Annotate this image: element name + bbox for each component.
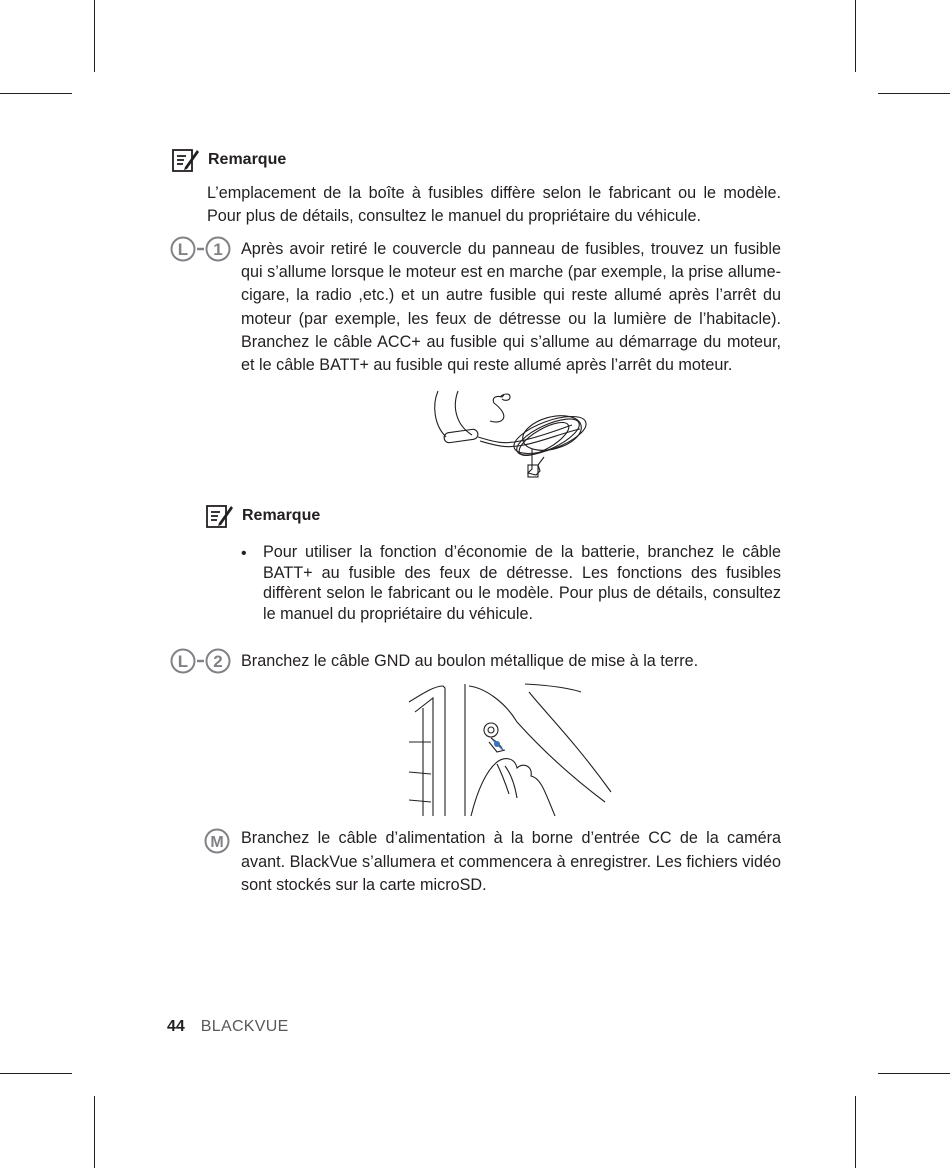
step-letter: L [177, 652, 189, 671]
page-footer [167, 1018, 289, 1036]
step-text: Branchez le câble d’alimentation à la borne d’entrée CC de la caméra avant. BlackVue s’allumera et commencera à enregistrer. Les fichiers vidéo sont stockés sur la carte microSD. [241, 829, 781, 895]
crop-mark [878, 1073, 950, 1074]
bullet-icon: • [241, 545, 247, 562]
note-text: L’emplacement de la boîte à fusibles diffère selon le fabricant ou le modèle. Pour plus de détails, consultez le manuel du propriétaire du véhicule. [207, 184, 781, 226]
note-pencil-icon [172, 147, 200, 173]
step-badge-l2 [170, 648, 232, 674]
ground-bolt-illustration [405, 682, 615, 817]
step-text: Après avoir retiré le couvercle du panneau de fusibles, trouvez un fusible qui s’allume lorsque le moteur est en marche (par exemple, la prise allume-cigare, la radio ,etc.) et un autre fusible qui reste allumé après l’arrêt du moteur (par exemple, les feux de détresse ou la lumière de l’habitacle). Branchez le câble ACC+ au fusible qui s’allume au démarrage du moteur, et le câble BATT+ au fusible qui reste allumé après l’arrêt du moteur. [241, 240, 781, 375]
step-number: 1 [213, 240, 223, 259]
step-badge-graphic [170, 648, 232, 674]
note-pencil-icon [206, 503, 234, 529]
note-title: Remarque [242, 507, 321, 524]
note-heading [172, 147, 286, 173]
crop-mark [855, 0, 856, 72]
page-number: 44 [167, 1018, 185, 1035]
crop-mark [0, 1073, 72, 1074]
step-badge-l1 [170, 236, 232, 262]
step-letter: L [177, 240, 189, 259]
step-badge-graphic [204, 828, 230, 854]
list-item [241, 542, 781, 624]
note-title: Remarque [208, 151, 287, 168]
brand-name: BLACKVUE [200, 1018, 289, 1035]
hardwiring-cable-illustration [432, 385, 592, 485]
step-badge-m [204, 828, 230, 854]
crop-mark [855, 1096, 856, 1168]
crop-mark [878, 93, 950, 94]
step-number: 2 [213, 652, 223, 671]
note-heading [206, 503, 320, 529]
step-letter: M [210, 834, 224, 851]
crop-mark [94, 0, 95, 72]
crop-mark [0, 93, 72, 94]
bullet-text: Pour utiliser la fonction d’économie de la batterie, branchez le câble BATT+ au fusible des feux de détresse. Les fonctions des fusibles diffèrent selon le fabricant ou le modèle. Pour plus de détails, consultez le manuel du propriétaire du véhicule. [263, 543, 781, 623]
crop-mark [94, 1096, 95, 1168]
step-badge-graphic [170, 236, 232, 262]
step-text: Branchez le câble GND au boulon métallique de mise à la terre. [241, 652, 699, 670]
